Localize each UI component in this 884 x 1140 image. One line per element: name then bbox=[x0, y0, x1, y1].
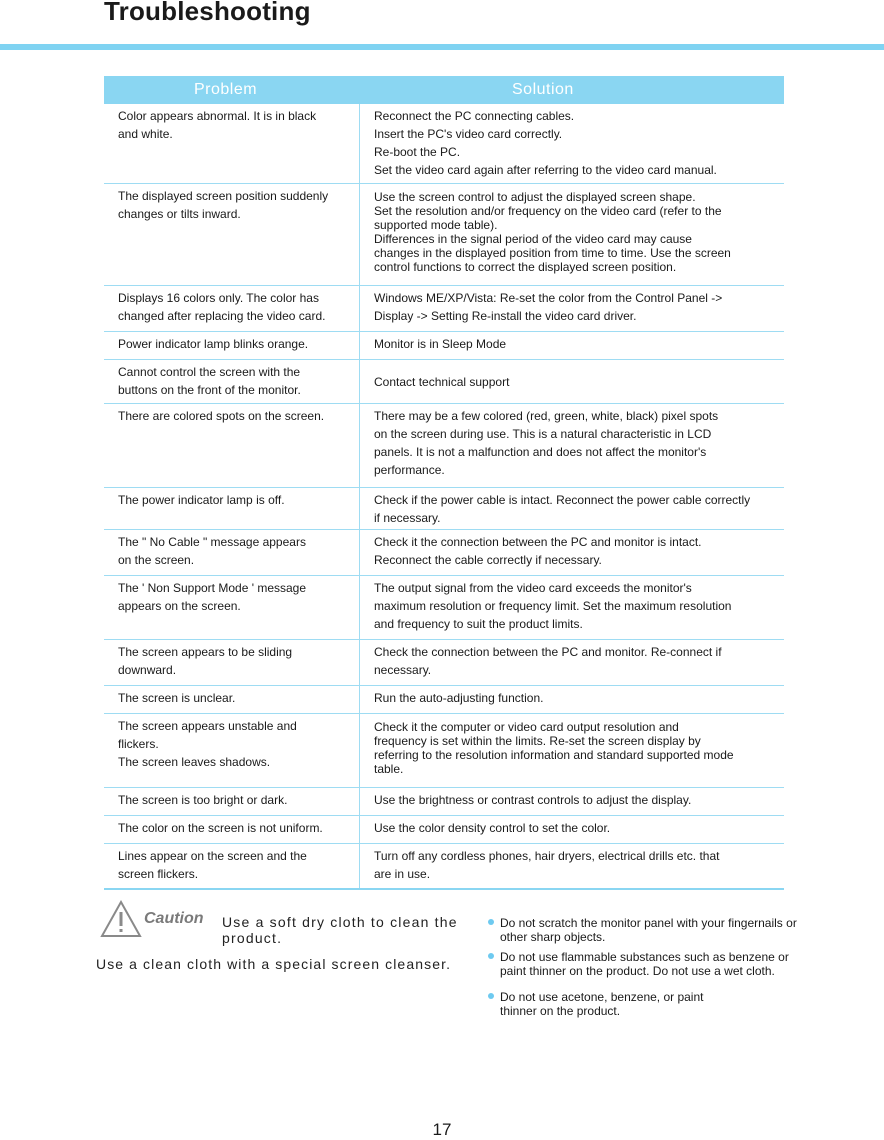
table-row bbox=[104, 844, 784, 888]
solution-text: Use the color density control to set the color. bbox=[374, 821, 611, 835]
problem-text: Lines appear on the screen and the bbox=[118, 849, 307, 863]
problem-text: There are colored spots on the screen. bbox=[118, 409, 325, 423]
table-row bbox=[104, 530, 784, 576]
solution-text: Check it the computer or video card output resolution and bbox=[374, 720, 679, 734]
problem-cell bbox=[104, 332, 360, 359]
problem-text: Displays 16 colors only. The color has bbox=[118, 291, 319, 305]
solution-cell bbox=[360, 184, 784, 285]
table-row bbox=[104, 816, 784, 844]
solution-cell bbox=[360, 404, 784, 487]
caution-box bbox=[96, 898, 486, 978]
solution-cell bbox=[360, 788, 784, 815]
problem-cell bbox=[104, 360, 360, 403]
troubleshooting-table bbox=[104, 76, 784, 890]
problem-text: downward. bbox=[118, 663, 177, 677]
solution-text: referring to the resolution information and standard supported mode bbox=[374, 748, 734, 762]
table-row bbox=[104, 488, 784, 530]
tip-text: Do not use flammable substances such as benzene or paint thinner on the product. Do not use a wet cloth. bbox=[500, 950, 789, 978]
solution-text: Reconnect the cable correctly if necessary. bbox=[374, 553, 602, 567]
table-row bbox=[104, 404, 784, 488]
solution-cell bbox=[360, 530, 784, 575]
problem-cell bbox=[104, 844, 360, 888]
solution-cell bbox=[360, 640, 784, 685]
problem-text: on the screen. bbox=[118, 553, 195, 567]
solution-cell bbox=[360, 488, 784, 529]
problem-text: The screen is unclear. bbox=[118, 691, 236, 705]
solution-text: Turn off any cordless phones, hair dryers, electrical drills etc. that bbox=[374, 849, 720, 863]
problem-text: appears on the screen. bbox=[118, 599, 241, 613]
solution-text: Use the brightness or contrast controls to adjust the display. bbox=[374, 793, 692, 807]
problem-cell bbox=[104, 686, 360, 713]
solution-text: changes in the displayed position from time to time. Use the screen bbox=[374, 246, 731, 260]
warning-icon bbox=[100, 900, 142, 938]
solution-text: Insert the PC's video card correctly. bbox=[374, 127, 563, 141]
problem-cell bbox=[104, 530, 360, 575]
bullet-icon bbox=[488, 993, 494, 999]
problem-cell bbox=[104, 714, 360, 787]
solution-cell bbox=[360, 686, 784, 713]
problem-text: The power indicator lamp is off. bbox=[118, 493, 285, 507]
problem-cell bbox=[104, 104, 360, 183]
problem-text: The screen leaves shadows. bbox=[118, 755, 271, 769]
header-solution: Solution bbox=[512, 81, 574, 98]
problem-text: buttons on the front of the monitor. bbox=[118, 383, 301, 397]
problem-text: changed after replacing the video card. bbox=[118, 309, 326, 323]
problem-text: and white. bbox=[118, 127, 173, 141]
solution-text: control functions to correct the displayed screen position. bbox=[374, 260, 677, 274]
problem-text: The " No Cable " message appears bbox=[118, 535, 306, 549]
problem-text: The ' Non Support Mode ' message bbox=[118, 581, 307, 595]
caution-label: Caution bbox=[144, 910, 204, 927]
solution-text: performance. bbox=[374, 463, 445, 477]
table-row bbox=[104, 714, 784, 788]
problem-cell bbox=[104, 404, 360, 487]
solution-cell bbox=[360, 286, 784, 331]
problem-cell bbox=[104, 488, 360, 529]
bullet-icon bbox=[488, 953, 494, 959]
solution-text: Use the screen control to adjust the displayed screen shape. bbox=[374, 190, 696, 204]
problem-cell bbox=[104, 184, 360, 285]
table-row bbox=[104, 686, 784, 714]
problem-text: screen flickers. bbox=[118, 867, 199, 881]
solution-cell bbox=[360, 714, 784, 787]
table-row bbox=[104, 286, 784, 332]
solution-cell bbox=[360, 576, 784, 639]
list-item bbox=[486, 916, 816, 944]
problem-text: Cannot control the screen with the bbox=[118, 365, 301, 379]
solution-text: panels. It is not a malfunction and does not affect the monitor's bbox=[374, 445, 707, 459]
solution-text: The output signal from the video card exceeds the monitor's bbox=[374, 581, 692, 595]
solution-text: Set the resolution and/or frequency on the video card (refer to the bbox=[374, 204, 722, 218]
solution-cell bbox=[360, 360, 784, 403]
table-row bbox=[104, 576, 784, 640]
problem-text: flickers. bbox=[118, 737, 159, 751]
solution-text: Re-boot the PC. bbox=[374, 145, 461, 159]
solution-text: are in use. bbox=[374, 867, 431, 881]
caution-text: Use a clean cloth with a special screen cleanser. bbox=[96, 956, 452, 972]
problem-text: The color on the screen is not uniform. bbox=[118, 821, 323, 835]
page-number: 17 bbox=[432, 1120, 452, 1139]
solution-cell bbox=[360, 332, 784, 359]
table-row bbox=[104, 104, 784, 184]
tip-text: Do not use acetone, benzene, or paint thinner on the product. bbox=[500, 990, 704, 1018]
list-item bbox=[486, 950, 816, 978]
solution-text: Monitor is in Sleep Mode bbox=[374, 337, 507, 351]
table-row bbox=[104, 788, 784, 816]
header-problem: Problem bbox=[194, 81, 258, 98]
solution-text: Contact technical support bbox=[374, 374, 510, 389]
tips-list bbox=[486, 916, 816, 1024]
solution-cell bbox=[360, 844, 784, 888]
problem-text: The screen is too bright or dark. bbox=[118, 793, 288, 807]
problem-text: The displayed screen position suddenly bbox=[118, 189, 329, 203]
solution-text: table. bbox=[374, 762, 404, 776]
problem-text: The screen appears unstable and bbox=[118, 719, 297, 733]
table-row bbox=[104, 640, 784, 686]
table-row bbox=[104, 184, 784, 286]
table-row bbox=[104, 332, 784, 360]
solution-text: if necessary. bbox=[374, 511, 441, 525]
solution-text: Run the auto-adjusting function. bbox=[374, 691, 544, 705]
solution-text: and frequency to suit the product limits. bbox=[374, 617, 583, 631]
title-rule bbox=[0, 44, 884, 50]
problem-cell bbox=[104, 640, 360, 685]
solution-text: Reconnect the PC connecting cables. bbox=[374, 109, 575, 123]
list-item bbox=[486, 990, 730, 1018]
page-title: Troubleshooting bbox=[104, 0, 311, 26]
solution-text: Check the connection between the PC and monitor. Re-connect if bbox=[374, 645, 722, 659]
solution-text: Check it the connection between the PC and monitor is intact. bbox=[374, 535, 702, 549]
problem-cell bbox=[104, 286, 360, 331]
table-row bbox=[104, 360, 784, 404]
problem-text: Color appears abnormal. It is in black bbox=[118, 109, 317, 123]
caution-text: Use a soft dry cloth to clean the product. bbox=[222, 914, 458, 946]
problem-cell bbox=[104, 816, 360, 843]
solution-cell bbox=[360, 816, 784, 843]
solution-text: supported mode table). bbox=[374, 218, 498, 232]
solution-text: Check if the power cable is intact. Reconnect the power cable correctly bbox=[374, 493, 751, 507]
solution-text: Display -> Setting Re-install the video card driver. bbox=[374, 309, 637, 323]
solution-text: maximum resolution or frequency limit. Set the maximum resolution bbox=[374, 599, 732, 613]
solution-cell bbox=[360, 104, 784, 183]
table-header bbox=[104, 76, 784, 104]
problem-cell bbox=[104, 788, 360, 815]
problem-text: changes or tilts inward. bbox=[118, 207, 241, 221]
tip-text: Do not scratch the monitor panel with your fingernails or other sharp objects. bbox=[500, 916, 797, 944]
bullet-icon bbox=[488, 919, 494, 925]
solution-text: on the screen during use. This is a natural characteristic in LCD bbox=[374, 427, 712, 441]
solution-text: Differences in the signal period of the video card may cause bbox=[374, 232, 692, 246]
solution-text: necessary. bbox=[374, 663, 432, 677]
problem-text: The screen appears to be sliding bbox=[118, 645, 293, 659]
problem-text: Power indicator lamp blinks orange. bbox=[118, 337, 309, 351]
problem-cell bbox=[104, 576, 360, 639]
solution-text: frequency is set within the limits. Re-set the screen display by bbox=[374, 734, 701, 748]
solution-text: Set the video card again after referring to the video card manual. bbox=[374, 163, 717, 177]
solution-text: There may be a few colored (red, green, white, black) pixel spots bbox=[374, 409, 719, 423]
solution-text: Windows ME/XP/Vista: Re-set the color from the Control Panel -> bbox=[374, 291, 723, 305]
